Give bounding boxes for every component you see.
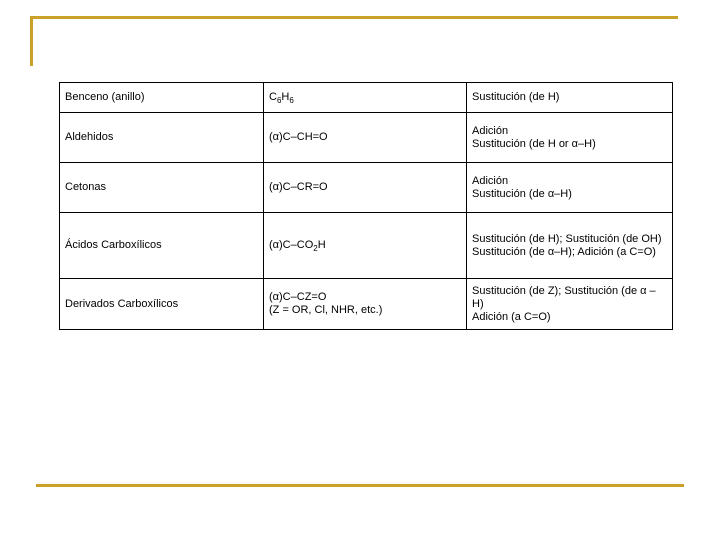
reaction-line: Sustitución (de α–H); Adición (a C=O) — [472, 245, 656, 258]
accent-bar-left — [30, 16, 33, 66]
formula-cell — [264, 163, 467, 213]
formula-cell — [264, 279, 467, 330]
table-row — [60, 279, 673, 330]
functional-groups-table — [59, 82, 673, 330]
table-row — [60, 113, 673, 163]
formula-tail: H — [317, 239, 326, 251]
reaction-line: Adición (a C=O) — [472, 310, 551, 323]
table-row — [60, 83, 673, 113]
reaction-cell — [467, 113, 673, 163]
reaction-line: Sustitución (de H or α–H) — [472, 137, 596, 150]
reaction-line: Sustitución (de H) — [472, 91, 560, 103]
formula-line: (α)C–CZ=O — [269, 291, 327, 303]
reaction-cell — [467, 163, 673, 213]
reaction-cell — [467, 213, 673, 279]
reaction-cell — [467, 83, 673, 113]
formula-cell — [264, 83, 467, 113]
reaction-line: Sustitución (de H); Sustitución (de OH) — [472, 232, 662, 245]
table-row — [60, 163, 673, 213]
reaction-line: Sustitución (de α–H) — [472, 187, 572, 200]
formula-subscript: 6 — [276, 96, 282, 105]
formula-cell — [264, 113, 467, 163]
formula-mid: H — [281, 91, 290, 103]
formula-cell — [264, 213, 467, 279]
reaction-line: Sustitución (de Z); Sustitución (de α –H) — [472, 284, 656, 310]
group-name-cell: Aldehidos — [60, 113, 264, 163]
formula-line: (α)C–CH=O — [269, 131, 328, 143]
accent-bar-top — [30, 16, 678, 19]
formula-subscript: 6 — [289, 96, 294, 105]
accent-bar-bottom — [36, 484, 684, 487]
group-name-cell: Benceno (anillo) — [60, 83, 264, 113]
reaction-line: Adición — [472, 174, 509, 187]
formula-base: (α)C–CO — [269, 239, 314, 251]
reaction-line: Adición — [472, 124, 509, 137]
formula-subscript: 2 — [313, 244, 318, 253]
reaction-cell — [467, 279, 673, 330]
group-name-cell: Cetonas — [60, 163, 264, 213]
table-row — [60, 213, 673, 279]
formula-line: (α)C–CR=O — [269, 181, 328, 193]
formula-line: (Z = OR, Cl, NHR, etc.) — [269, 304, 383, 316]
formula-base: C — [269, 91, 277, 103]
group-name-cell: Derivados Carboxílicos — [60, 279, 264, 330]
group-name-cell: Ácidos Carboxílicos — [60, 213, 264, 279]
